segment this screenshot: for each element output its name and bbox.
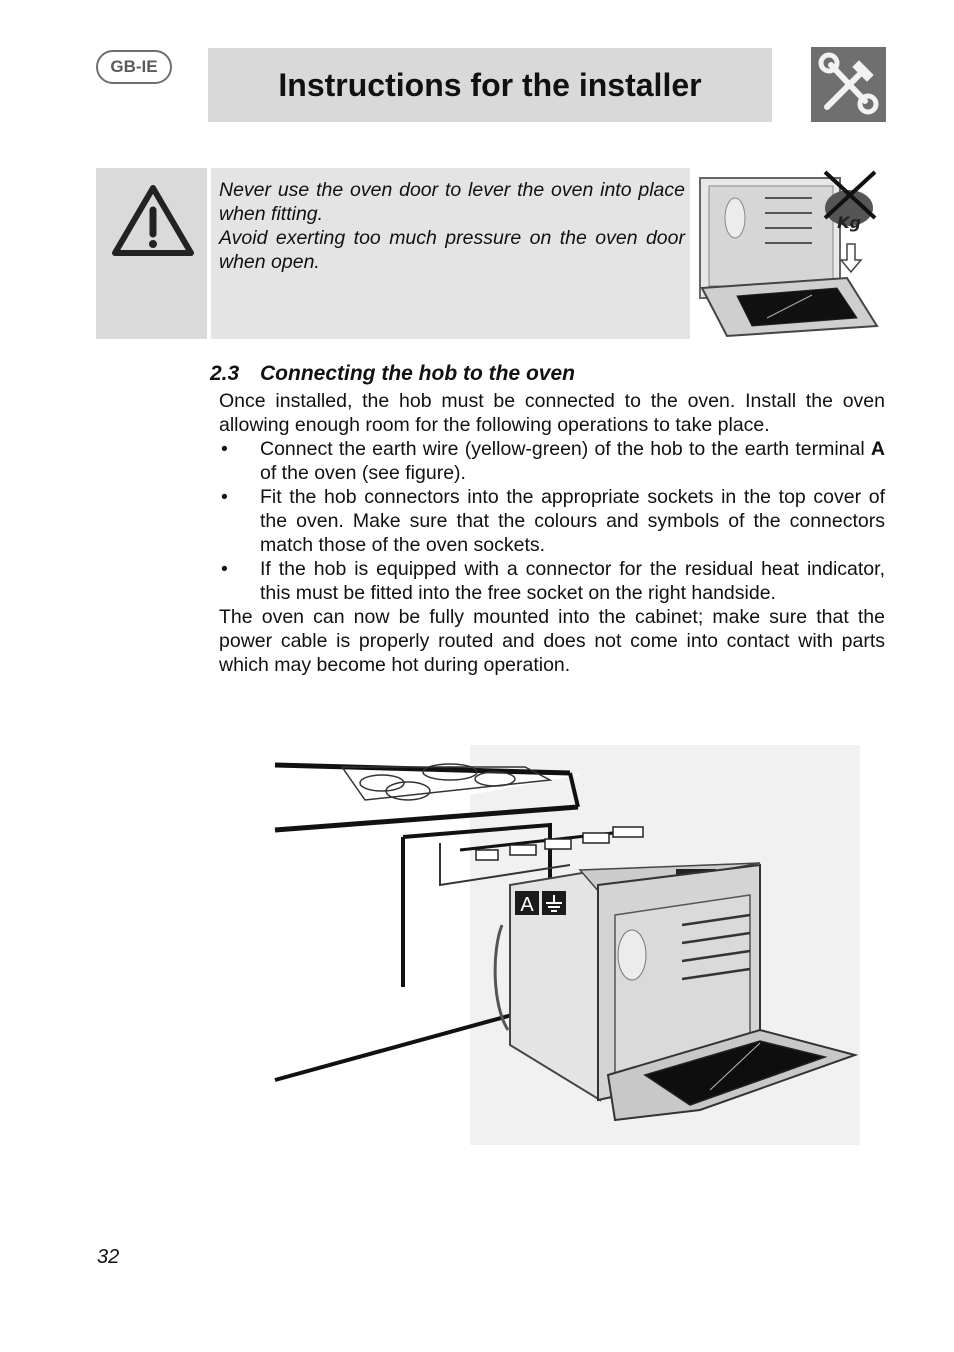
- warning-line-2: Avoid exerting too much pressure on the oven door when open.: [219, 227, 685, 273]
- warning-triangle-icon: [96, 168, 207, 339]
- weight-label: Kg: [837, 213, 861, 232]
- list-item: • Fit the hob connectors into the appropriate sockets in the top cover of the oven. Make sure that the colours and symbols of the connectors match those of the oven sockets.: [221, 486, 885, 556]
- oven-installation-figure: [270, 745, 860, 1145]
- bullet-icon: •: [221, 558, 228, 580]
- header-title-bar: [208, 48, 772, 122]
- list-item: • Connect the earth wire (yellow-green) of the hob to the earth terminal A of the oven (see figure).: [221, 438, 885, 484]
- section-heading: [210, 362, 575, 386]
- section-intro: Once installed, the hob must be connected to the oven. Install the oven allowing enough room for the following operations to take place.: [219, 390, 885, 436]
- language-badge: GB-IE: [96, 50, 172, 84]
- warning-line-1: Never use the oven door to lever the oven into place when fitting.: [219, 179, 685, 225]
- tools-icon: [811, 47, 886, 122]
- bullet-icon: •: [221, 438, 228, 460]
- instruction-list: [219, 437, 885, 605]
- section-title: Connecting the hob to the oven: [260, 362, 575, 385]
- warning-box: [96, 168, 690, 339]
- page-number: 32: [97, 1246, 120, 1268]
- list-item: • If the hob is equipped with a connector for the residual heat indicator, this must be fitted into the free socket on the right handside.: [221, 558, 885, 604]
- oven-door-weight-illustration: [697, 168, 882, 340]
- terminal-label: A: [870, 438, 885, 460]
- warning-icon-panel: [96, 168, 207, 339]
- page-title: Instructions for the installer: [278, 66, 702, 103]
- warning-text: [219, 178, 685, 274]
- section-number: 2.3: [210, 362, 240, 385]
- earth-terminal-label: A: [520, 894, 534, 916]
- bullet-icon: •: [221, 486, 228, 508]
- section-body: [219, 389, 885, 677]
- section-outro: The oven can now be fully mounted into the cabinet; make sure that the power cable is properly routed and does not come into contact with parts which may become hot during operation.: [219, 606, 885, 676]
